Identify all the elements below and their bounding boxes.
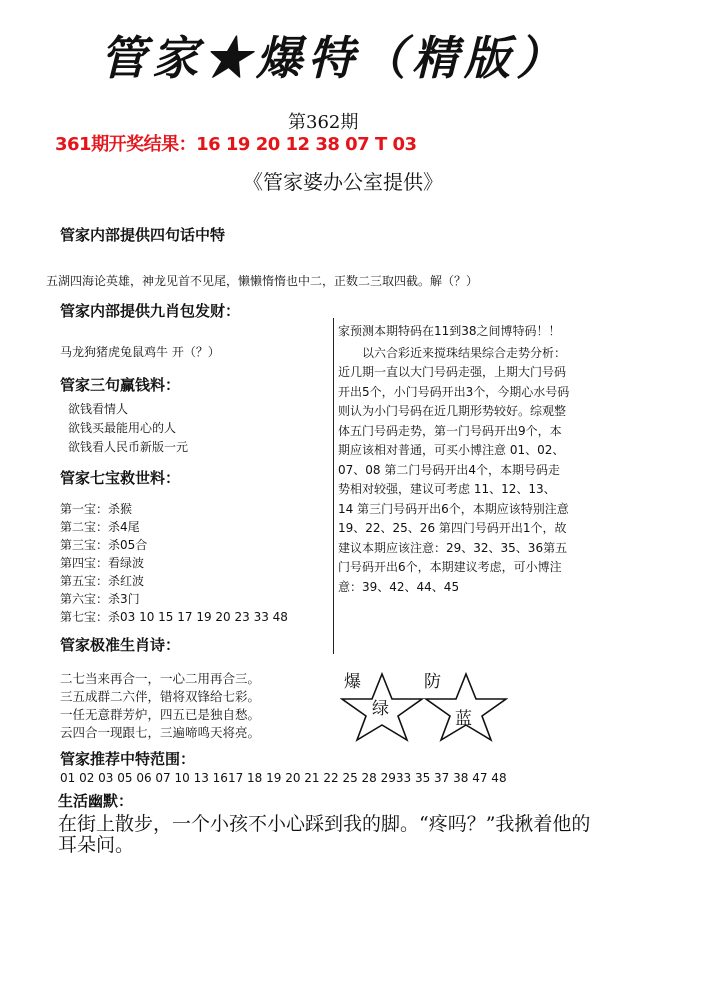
star-left-text: 绿	[372, 699, 389, 719]
three-lines-line: 欲钱买最能用心的人	[68, 421, 177, 435]
poem-line: 一任无意群芳炉，四五已是独自愁。	[60, 707, 261, 722]
issue-number: 第362期	[288, 112, 359, 133]
range-numbers: 01 02 03 05 06 07 10 13 1617 18 19 20 21 22 25 28 2933 35 37 38 47 48	[60, 771, 507, 785]
treasure-item: 第五宝：杀红波	[60, 574, 145, 588]
humor-heading: 生活幽默：	[58, 792, 134, 810]
seven-treasures-heading: 管家七宝救世料：	[60, 469, 181, 487]
zodiac-poem-heading: 管家极准生肖诗：	[60, 636, 181, 654]
star-right-label: 防	[424, 672, 441, 692]
poem-line: 云四合一现跟七，三遍啼鸣天将亮。	[60, 725, 261, 740]
provider: 《管家婆办公室提供》	[243, 170, 443, 194]
column-divider	[333, 318, 334, 654]
star-left-label: 爆	[344, 672, 361, 692]
treasure-item: 第二宝：杀4尾	[60, 520, 140, 534]
treasure-item: 第一宝：杀猴	[60, 502, 133, 516]
star-right-icon	[424, 672, 508, 742]
treasure-item: 第七宝：杀03 10 15 17 19 20 23 33 48	[60, 610, 288, 624]
humor-text: 在街上散步，一个小孩不小心踩到我的脚。“疼吗？”我揪着他的耳朵问。	[58, 813, 591, 856]
three-lines-heading: 管家三句赢钱料：	[60, 376, 181, 394]
nine-zodiac-text: 马龙狗猪虎兔鼠鸡牛 开（？）	[60, 345, 220, 359]
poem-line: 三五成群二六伴，错将双锋给七彩。	[60, 689, 261, 704]
poem-line: 二七当来再合一，一心二用再合三。	[60, 671, 261, 686]
prediction-panel	[338, 322, 570, 597]
four-lines-text: 五湖四海论英雄，神龙见首不见尾，懒懒惰惰也中二，正数二三取四截。解（？）	[46, 274, 479, 288]
star-right-text: 蓝	[455, 709, 472, 729]
page-title: 管家★爆特（精版）	[100, 31, 568, 85]
range-heading: 管家推荐中特范围：	[60, 750, 196, 768]
treasure-item: 第三宝：杀05合	[60, 538, 148, 552]
prediction-analysis: 以六合彩近来搅珠结果综合走势分析：近几期一直以大门号码走强，上期大门号码开出5个，小门号码开出3个，今期心水号码则认为小门号码在近几期形势较好。综观整体五门号码走势，第一门号码开出9个，本期应该相对普通，可买小博注意 01、02、07、08 第二门号码开出4个，本期号码走势相对较强，建议可考虑 11、12、13、14 第三门号码开出6个，本期应该特别注意19、22、25、26 第四门号码开出1个，故建议本期应该注意：29、32、35、36第五门号码开出6个，本期建议考虑，可小博注意：39、42、44、45	[338, 345, 570, 594]
treasure-item: 第四宝：看绿波	[60, 556, 145, 570]
three-lines-line: 欲钱看人民币新版一元	[68, 440, 189, 454]
four-lines-heading: 管家内部提供四句话中特	[60, 226, 226, 244]
last-result: 361期开奖结果：16 19 20 12 38 07 T 03	[55, 134, 417, 155]
treasure-item: 第六宝：杀3门	[60, 592, 140, 606]
three-lines-line: 欲钱看情人	[68, 402, 129, 416]
star-left-icon	[340, 672, 424, 742]
prediction-intro: 家预测本期特码在11到38之间博特码！！	[338, 324, 561, 338]
nine-zodiac-heading: 管家内部提供九肖包发财：	[60, 302, 241, 320]
